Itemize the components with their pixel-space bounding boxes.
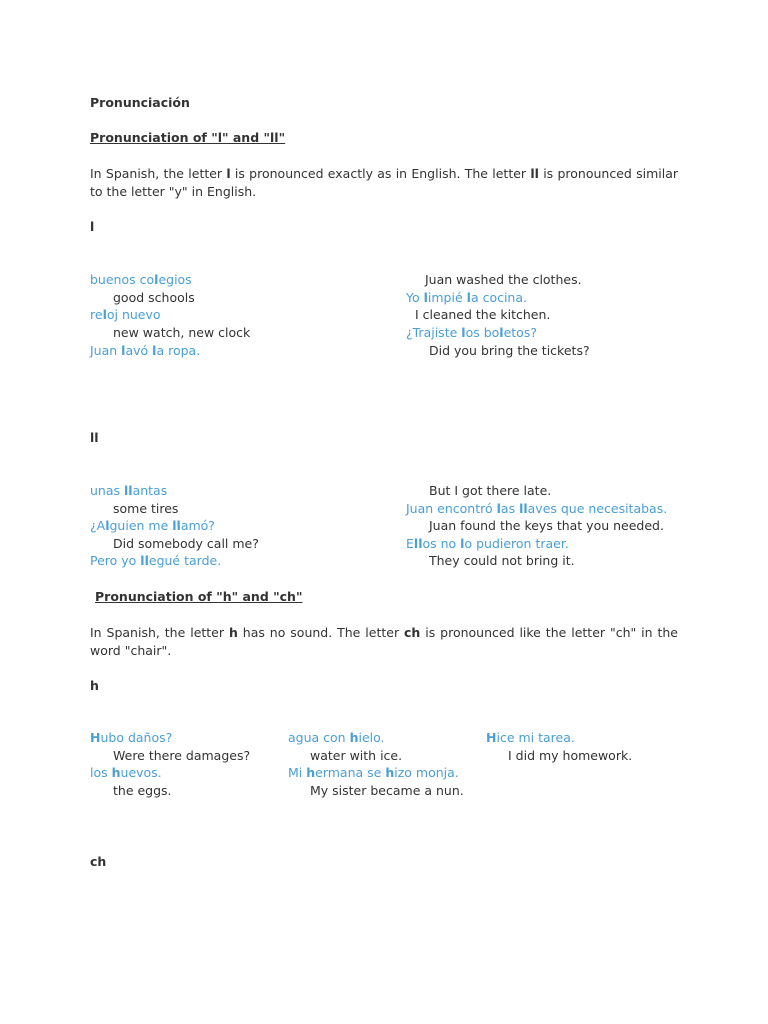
english-translation: Did somebody call me? [113, 536, 259, 551]
english-translation: I cleaned the kitchen. [415, 307, 551, 322]
spanish-example: agua con hielo. [288, 730, 385, 745]
page-title: Pronunciación [90, 95, 190, 110]
section-heading-l-ll: Pronunciation of "l" and "ll" [90, 130, 286, 145]
subheading-l: l [90, 219, 95, 234]
spanish-example: Juan encontró las llaves que necesitabas. [406, 501, 668, 516]
english-translation: I did my homework. [508, 748, 633, 763]
spanish-example: ¿Alguien me llamó? [90, 518, 215, 533]
english-translation: Juan washed the clothes. [425, 272, 582, 287]
english-translation: new watch, new clock [113, 325, 251, 340]
subheading-h: h [90, 678, 99, 693]
english-translation: Juan found the keys that you needed. [429, 518, 664, 533]
subheading-ll: ll [90, 430, 99, 445]
spanish-example: Yo limpié la cocina. [406, 290, 527, 305]
spanish-example: ¿Trajiste los boletos? [406, 325, 537, 340]
english-translation: Were there damages? [113, 748, 251, 763]
intro-paragraph-h: In Spanish, the letter h has no sound. The letter ch is pronounced like the letter "ch" in the word "chair". [90, 625, 678, 658]
spanish-example: buenos colegios [90, 272, 192, 287]
intro-paragraph-l: In Spanish, the letter l is pronounced exactly as in English. The letter ll is pronounced similar to the letter "y" in English. [90, 166, 678, 199]
english-translation: the eggs. [113, 783, 172, 798]
spanish-example: unas llantas [90, 483, 168, 498]
english-translation: But I got there late. [429, 483, 552, 498]
english-translation: They could not bring it. [429, 553, 575, 568]
section-heading-h-ch: Pronunciation of "h" and "ch" [95, 589, 303, 604]
spanish-example: Juan lavó la ropa. [90, 343, 201, 358]
english-translation: Did you bring the tickets? [429, 343, 590, 358]
spanish-example: Ellos no lo pudieron traer. [406, 536, 569, 551]
spanish-example: Pero yo llegué tarde. [90, 553, 222, 568]
spanish-example: Hubo daños? [90, 730, 173, 745]
english-translation: My sister became a nun. [310, 783, 464, 798]
subheading-ch: ch [90, 854, 107, 869]
english-translation: some tires [113, 501, 179, 516]
spanish-example: Mi hermana se hizo monja. [288, 765, 459, 780]
english-translation: water with ice. [310, 748, 403, 763]
spanish-example: reloj nuevo [90, 307, 161, 322]
spanish-example: Hice mi tarea. [486, 730, 575, 745]
english-translation: good schools [113, 290, 195, 305]
spanish-example: los huevos. [90, 765, 162, 780]
